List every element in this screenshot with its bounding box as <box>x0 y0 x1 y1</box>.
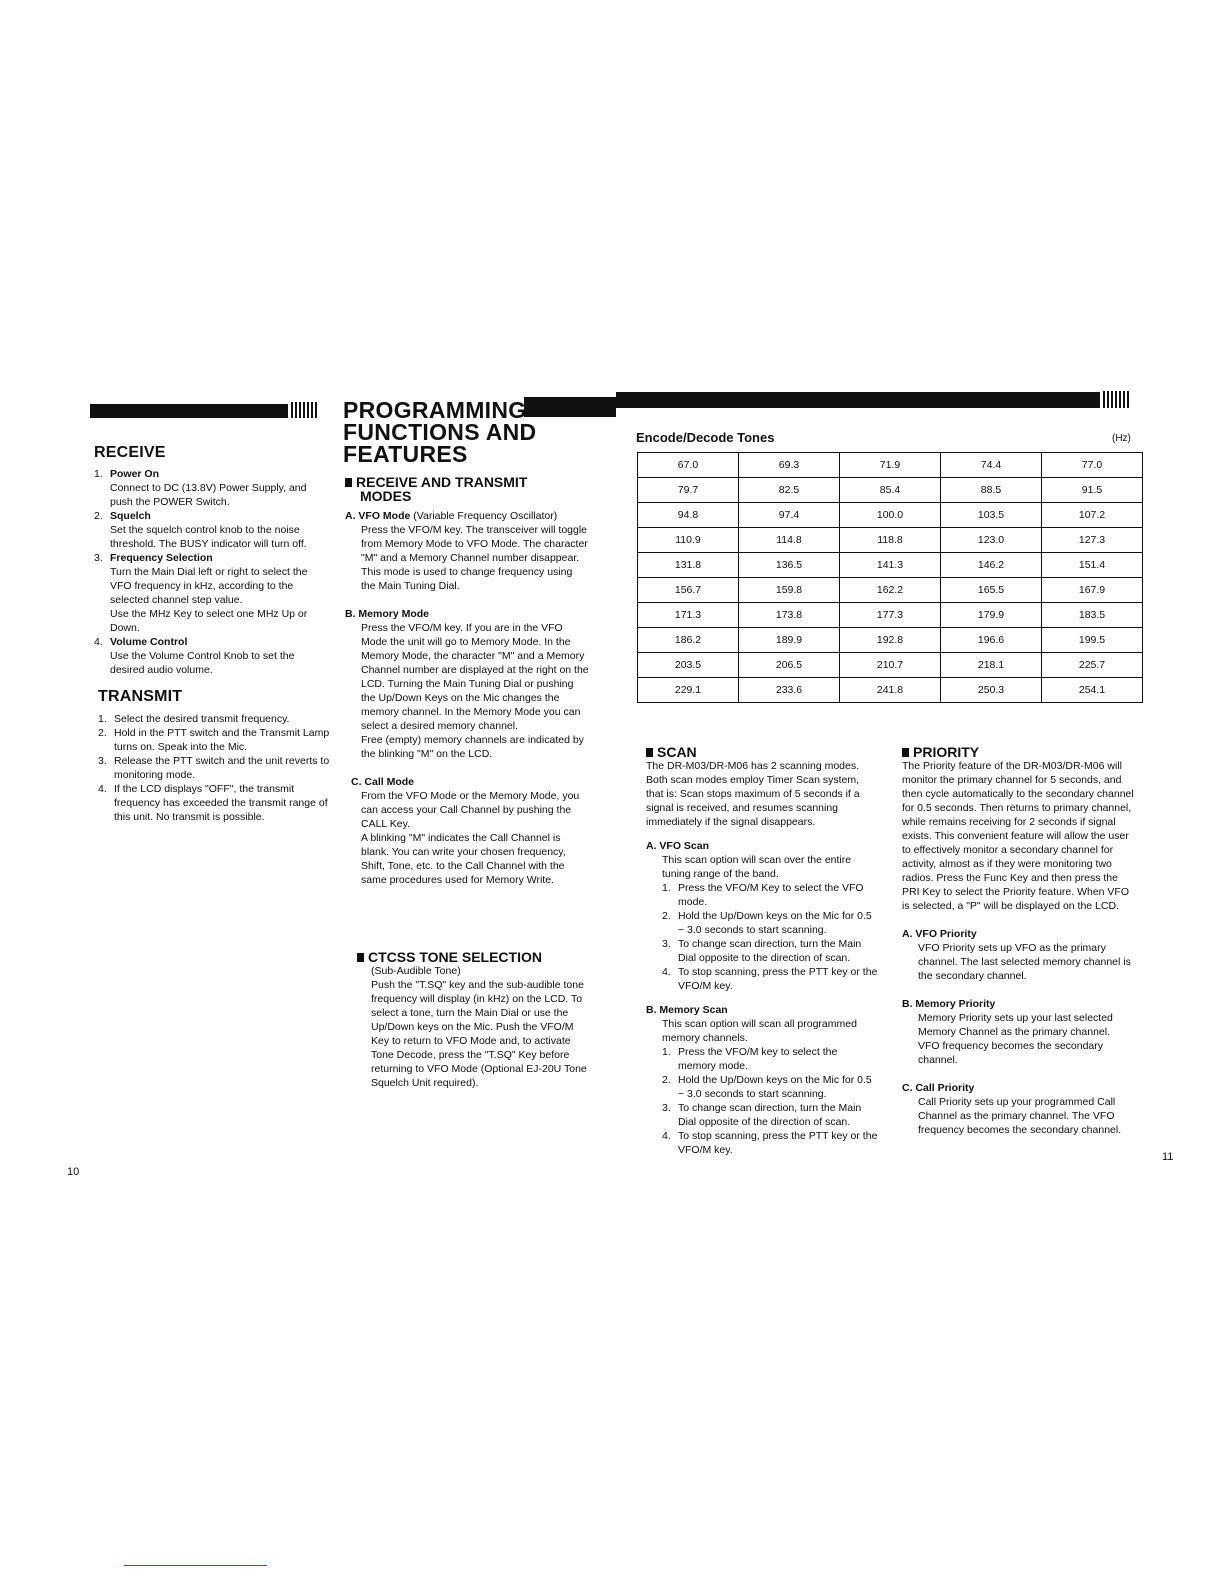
step-text: Hold the Up/Down keys on the Mic for 0.5 ~ 3.0 seconds to start scanning. <box>678 910 872 936</box>
left-header-ticks <box>291 402 317 418</box>
table-row <box>638 603 1143 628</box>
priority-heading: PRIORITY <box>902 745 1134 759</box>
tone-cell: 206.5 <box>739 653 840 678</box>
item-text: Release the PTT switch and the unit reverts to monitoring mode. <box>114 755 330 781</box>
item-number: 2. <box>94 510 103 522</box>
table-row <box>638 453 1143 478</box>
square-bullet-icon <box>902 748 909 757</box>
item-heading: Squelch <box>110 510 151 522</box>
rx-tx-heading-line2: MODES <box>360 488 412 504</box>
tones-title: Encode/Decode Tones <box>636 430 775 445</box>
ctcss-heading: CTCSS TONE SELECTION <box>357 950 589 964</box>
step-number: 3. <box>662 1102 671 1114</box>
scan-intro: The DR-M03/DR-M06 has 2 scanning modes. Both scan modes employ Timer Scan system, that is: Scan stops maximum of 5 seconds if a signal is received, and resumes scanning immediately if the signal disappears. <box>646 760 860 828</box>
programming-title-line3: FEATURES <box>343 441 468 467</box>
tone-cell: 171.3 <box>638 603 739 628</box>
tone-cell: 136.5 <box>739 553 840 578</box>
table-row <box>638 678 1143 703</box>
tone-cell: 82.5 <box>739 478 840 503</box>
item-text: Use the Volume Control Knob to set the desired audio volume. <box>110 650 295 676</box>
step-text: To change scan direction, turn the Main Dial opposite to the direction of scan. <box>678 938 862 964</box>
prog-header-bar <box>524 397 616 417</box>
tone-cell: 146.2 <box>941 553 1042 578</box>
tone-cell: 97.4 <box>739 503 840 528</box>
tone-cell: 114.8 <box>739 528 840 553</box>
tone-cell: 177.3 <box>840 603 941 628</box>
memory-priority-heading: B. Memory Priority <box>902 998 996 1010</box>
item-text: Turn the Main Dial left or right to select the VFO frequency in kHz, according to the selected channel step value. <box>110 566 308 606</box>
tones-table <box>637 452 1143 703</box>
receive-item-volume <box>94 635 324 677</box>
tone-cell: 107.2 <box>1042 503 1143 528</box>
tone-cell: 131.8 <box>638 553 739 578</box>
call-mode-text-2: A blinking "M" indicates the Call Channel is blank. You can write your chosen frequency, Shift, Tone, etc. to the Call Channel with the same procedures used for Memory Write. <box>361 832 566 886</box>
ctcss-sub: (Sub-Audible Tone) <box>371 965 461 977</box>
memory-priority-text: Memory Priority sets up your last selected Memory Channel as the primary channel. VFO frequency becomes the secondary channel. <box>918 1012 1113 1066</box>
vfo-priority-text: VFO Priority sets up VFO as the primary channel. The last selected memory channel is the secondary channel. <box>918 942 1131 982</box>
tone-cell: 110.9 <box>638 528 739 553</box>
step-text: Press the VFO/M key to select the memory mode. <box>678 1046 838 1072</box>
square-bullet-icon <box>345 478 352 487</box>
tone-cell: 186.2 <box>638 628 739 653</box>
receive-list <box>94 467 324 677</box>
call-mode-heading: C. Call Mode <box>351 776 415 788</box>
transmit-item <box>98 726 330 754</box>
tone-cell: 85.4 <box>840 478 941 503</box>
step-number: 1. <box>662 1046 671 1058</box>
tone-cell: 203.5 <box>638 653 739 678</box>
transmit-item <box>98 782 330 824</box>
memory-scan-heading: B. Memory Scan <box>646 1004 728 1016</box>
tone-cell: 103.5 <box>941 503 1042 528</box>
tone-cell: 74.4 <box>941 453 1042 478</box>
scan-heading: SCAN <box>646 745 878 759</box>
step-text: Press the VFO/M Key to select the VFO mode. <box>678 882 864 908</box>
tone-cell: 179.9 <box>941 603 1042 628</box>
table-row <box>638 653 1143 678</box>
item-text: Set the squelch control knob to the noise threshold. The BUSY indicator will turn off. <box>110 524 307 550</box>
step-number: 4. <box>662 1130 671 1142</box>
list-item <box>662 881 878 909</box>
step-number: 2. <box>662 1074 671 1086</box>
scan-section <box>646 745 878 1157</box>
tone-cell: 192.8 <box>840 628 941 653</box>
item-text-2: Use the MHz Key to select one MHz Up or Down. <box>110 608 308 634</box>
left-header-bar <box>90 404 288 418</box>
tone-cell: 254.1 <box>1042 678 1143 703</box>
tone-cell: 233.6 <box>739 678 840 703</box>
tone-cell: 123.0 <box>941 528 1042 553</box>
tone-cell: 250.3 <box>941 678 1042 703</box>
programming-title-line1: PROGRAMMING <box>343 397 527 423</box>
item-number: 3. <box>94 552 103 564</box>
list-item <box>662 1045 878 1073</box>
programming-title-line2: FUNCTIONS AND <box>343 419 537 445</box>
right-header-ticks <box>1103 391 1129 408</box>
priority-intro: The Priority feature of the DR-M03/DR-M06 will monitor the primary channel for 5 seconds, and then cycle automatically to the secondary channel for 0.5 seconds. Then returns to primary channel, while remains receiving for 2 seconds if signal exists. This convenient feature will allow the user to effectively monitor a secondary channel for activity, almost as if they were monitoring two radios. Press the Func Key and then press the PRI Key to select the Priority feature. When VFO is selected, a "P" will be displayed on the LCD. <box>902 760 1134 912</box>
list-item <box>662 937 878 965</box>
tone-cell: 165.5 <box>941 578 1042 603</box>
memory-scan-text: This scan option will scan all programmed memory channels. <box>662 1018 857 1044</box>
item-text: Hold in the PTT switch and the Transmit Lamp turns on. Speak into the Mic. <box>114 727 330 753</box>
item-text: If the LCD displays "OFF", the transmit frequency has exceeded the transmit range of this unit. No transmit is possible. <box>114 783 328 823</box>
receive-item-squelch <box>94 509 324 551</box>
table-row <box>638 528 1143 553</box>
step-number: 1. <box>662 882 671 894</box>
tone-cell: 210.7 <box>840 653 941 678</box>
tone-cell: 127.3 <box>1042 528 1143 553</box>
tone-cell: 189.9 <box>739 628 840 653</box>
tones-unit: (Hz) <box>1112 433 1131 444</box>
tone-cell: 199.5 <box>1042 628 1143 653</box>
memory-scan-steps <box>646 1045 878 1157</box>
tone-cell: 91.5 <box>1042 478 1143 503</box>
ctcss-text: Push the "T.SQ" key and the sub-audible tone frequency will display (in kHz) on the LCD. To select a tone, turn the Main Dial or use the Up/Down keys on the Mic. Push the VFO/M Key to return to VFO Mode and, to activate Tone Decode, press the "T.SQ" Key before returning to VFO Mode (Optional EJ-20U Tone Squelch Unit required). <box>371 979 587 1089</box>
tone-cell: 88.5 <box>941 478 1042 503</box>
tone-cell: 162.2 <box>840 578 941 603</box>
step-text: Hold the Up/Down keys on the Mic for 0.5 ~ 3.0 seconds to start scanning. <box>678 1074 872 1100</box>
page-number-right: 11 <box>1162 1151 1174 1163</box>
square-bullet-icon <box>357 953 364 962</box>
receive-item-frequency <box>94 551 324 635</box>
call-priority-heading: C. Call Priority <box>902 1082 975 1094</box>
tone-cell: 173.8 <box>739 603 840 628</box>
memory-mode-text-2: Free (empty) memory channels are indicated by the blinking "M" on the LCD. <box>361 734 584 760</box>
tone-cell: 196.6 <box>941 628 1042 653</box>
tone-cell: 118.8 <box>840 528 941 553</box>
page-number-left: 10 <box>67 1166 80 1178</box>
transmit-list <box>98 712 330 824</box>
vfo-priority-heading: A. VFO Priority <box>902 928 977 940</box>
vfo-scan-heading: A. VFO Scan <box>646 840 710 852</box>
vfo-mode-text: Press the VFO/M key. The transceiver will toggle from Memory Mode to VFO Mode. The character "M" and a Memory Channel number disappear. This mode is used to change frequency using the Main Tuning Dial. <box>361 524 588 592</box>
tone-cell: 69.3 <box>739 453 840 478</box>
item-heading: Volume Control <box>110 636 188 648</box>
square-bullet-icon <box>646 748 653 757</box>
step-text: To stop scanning, press the PTT key or the VFO/M key. <box>678 1130 878 1156</box>
tone-cell: 229.1 <box>638 678 739 703</box>
vfo-scan-steps <box>646 881 878 993</box>
step-text: To change scan direction, turn the Main Dial opposite of the direction of scan. <box>678 1102 862 1128</box>
transmit-item <box>98 712 330 726</box>
vfo-mode-heading: A. VFO Mode (Variable Frequency Oscillator) <box>345 510 558 522</box>
step-number: 3. <box>662 938 671 950</box>
tone-cell: 79.7 <box>638 478 739 503</box>
table-row <box>638 503 1143 528</box>
item-number: 4. <box>94 636 103 648</box>
receive-item-power <box>94 467 324 509</box>
tone-cell: 94.8 <box>638 503 739 528</box>
vfo-scan-text: This scan option will scan over the entire tuning range of the band. <box>662 854 852 880</box>
tone-cell: 77.0 <box>1042 453 1143 478</box>
call-priority-text: Call Priority sets up your programmed Call Channel as the primary channel. The VFO frequency becomes the secondary channel. <box>918 1096 1122 1136</box>
tone-cell: 241.8 <box>840 678 941 703</box>
tone-cell: 141.3 <box>840 553 941 578</box>
item-text: Connect to DC (13.8V) Power Supply, and push the POWER Switch. <box>110 482 307 508</box>
tone-cell: 100.0 <box>840 503 941 528</box>
receive-title: RECEIVE <box>94 444 166 461</box>
rx-tx-heading: RECEIVE AND TRANSMIT <box>345 475 589 489</box>
item-number: 4. <box>98 783 107 795</box>
transmit-item <box>98 754 330 782</box>
tone-cell: 225.7 <box>1042 653 1143 678</box>
ctcss-section <box>357 950 589 1090</box>
item-number: 1. <box>98 713 107 725</box>
table-row <box>638 628 1143 653</box>
tone-cell: 156.7 <box>638 578 739 603</box>
right-header-bar <box>616 392 1100 408</box>
table-row <box>638 553 1143 578</box>
programming-title <box>343 399 536 465</box>
tone-cell: 151.4 <box>1042 553 1143 578</box>
table-row <box>638 578 1143 603</box>
programming-column <box>345 475 589 887</box>
table-row <box>638 478 1143 503</box>
item-heading: Frequency Selection <box>110 552 213 564</box>
memory-mode-heading: B. Memory Mode <box>345 608 430 620</box>
step-number: 4. <box>662 966 671 978</box>
tone-cell: 183.5 <box>1042 603 1143 628</box>
list-item <box>662 965 878 993</box>
item-heading: Power On <box>110 468 160 480</box>
item-number: 1. <box>94 468 103 480</box>
item-text: Select the desired transmit frequency. <box>114 713 290 725</box>
list-item <box>662 1073 878 1101</box>
list-item <box>662 909 878 937</box>
step-text: To stop scanning, press the PTT key or the VFO/M key. <box>678 966 878 992</box>
memory-mode-text: Press the VFO/M key. If you are in the VFO Mode the unit will go to Memory Mode. In the Memory Mode, the character "M" and a Memory Channel number are displayed at the right on the LCD. Turning the Main Tuning Dial or pushing the Up/Down Keys on the Mic changes the memory channel. In the Memory Mode you can select a desired memory channel. <box>361 622 589 732</box>
step-number: 2. <box>662 910 671 922</box>
tone-cell: 71.9 <box>840 453 941 478</box>
tone-cell: 218.1 <box>941 653 1042 678</box>
scan-artifact-line <box>124 1565 267 1566</box>
item-number: 2. <box>98 727 107 739</box>
list-item <box>662 1129 878 1157</box>
call-mode-text: From the VFO Mode or the Memory Mode, you can access your Call Channel by pushing the CALL Key. <box>361 790 580 830</box>
transmit-title: TRANSMIT <box>98 688 183 705</box>
priority-section <box>902 745 1134 1137</box>
item-number: 3. <box>98 755 107 767</box>
tone-cell: 167.9 <box>1042 578 1143 603</box>
tone-cell: 67.0 <box>638 453 739 478</box>
tone-cell: 159.8 <box>739 578 840 603</box>
list-item <box>662 1101 878 1129</box>
